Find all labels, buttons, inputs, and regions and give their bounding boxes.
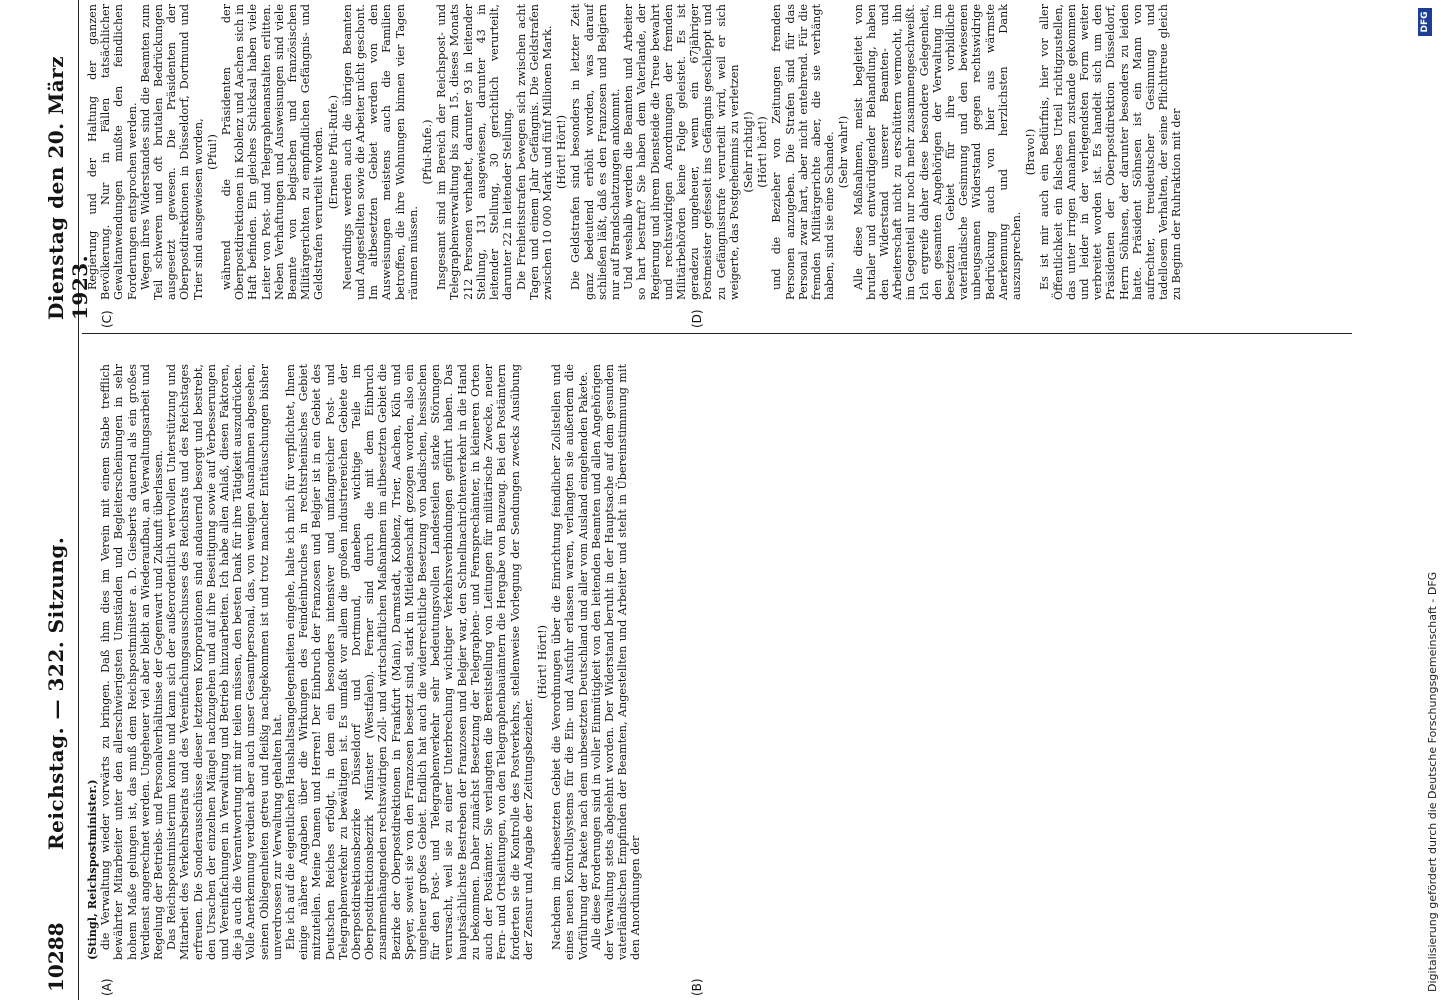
paragraph: und die Bezieher von Zeitungen fremden Personen anzugeben. Die Strafen sind für das Personal zwar hart, aber nicht entehrend. Für die fremden Militärgerichte aber, die sie verhängt haben, sind sie eine Schande.: [770, 4, 837, 300]
left-column: [86, 364, 1348, 960]
session-title: Reichstag. — 322. Sitzung.: [44, 536, 68, 850]
column-divider: [82, 333, 1352, 334]
interjection: (Sehr richtig!): [741, 111, 755, 193]
paragraph: Die Geldstrafen sind besonders in letzter Zeit ganz bedeutend erhöht worden, was darauf schließen läßt, daß es den Franzosen und Belgiern nur auf Brandschatzungen ankommt.: [569, 4, 622, 300]
dfg-logo-icon: [1418, 8, 1432, 36]
interjection: (Erneute Pfui-Rufe.): [326, 94, 340, 210]
date-title: Dienstag den 20. März 1923.: [44, 55, 92, 320]
interjection: (Pfui!): [205, 134, 219, 170]
margin-marker-d: (D): [690, 309, 704, 328]
interjection: (Hört! Hört!): [555, 115, 569, 189]
margin-marker-a: (A): [100, 978, 114, 996]
right-column: [86, 4, 1348, 300]
digitization-credit: [1400, 8, 1439, 992]
margin-marker-b: (B): [690, 978, 704, 996]
credit-text: Digitalisierung gefördert durch die Deutsche Forschungsgemeinschaft - DFG: [1426, 571, 1439, 992]
paragraph: Und weshalb werden die Beamten und Arbeiter so hart bestraft? Sie haben dem Vaterlande, der Regierung und ihrem Diensteide die Treue bewahrt und rechtswidrigen Anordnungen der fremden Militärbehörden keine Folge geleistet. Es ist geradezu ungeheuer, wenn ein 67jähriger Postmeister gefesselt ins Gefängnis geschleppt und zu Gefängnisstrafe verurteilt wird, weil er sich weigerte, das Postgeheimnis zu verletzen: [622, 4, 741, 300]
paragraph: Es ist mir auch ein Bedürfnis, hier vor aller Öffentlichkeit ein falsches Urteil richtigzustellen, das unter irrigen Annahmen zustande gekommen und leider in der verlegendsten Form weiter verbreitet worden ist. Es handelt sich um den Präsidenten der Oberpostdirektion Düsseldorf, Herrn Söhnsen, der darunter besonders zu leiden hatte. Präsident Söhnsen ist ein Mann von aufrechter, treudeutscher Gesinnung und tadellosem Verhalten, der seine Pflichttreue gleich zu Beginn der Ruhraktion mit der: [1038, 4, 1184, 300]
paragraph: Ehe ich auf die eigentlichen Haushaltsangelegenheiten eingehe, halte ich mich für verpflichtet, Ihnen einige nähere Angaben über die Wirkungen des Feindeinbruches in rechtsrheinisches Gebiet mitzuteilen. Meine Damen und Herren! Der Einbruch der Franzosen und Belgier ist in ein Gebiet des Deutschen Reiches erfolgt, in dem ein besonders intensiver und umfangreicher Post- und Telegraphenverkehr zu bewältigen ist. Es umfaßt vor allem die großen industriereichen Gebiete der Oberpostdirektionsbezirke Düsseldorf und Dortmund, daneben wichtige Teile im Oberpostdirektionsbezirk Münster (Westfalen). Ferner sind durch die mit dem Einbruch zusammenhängenden rechtswidrigen Zoll- und wirtschaftlichen Maßnahmen im altbesetzten Gebiet die Bezirke der Oberpostdirektionen in Frankfurt (Main), Darmstadt, Koblenz, Trier, Aachen, Köln und Speyer, soweit sie von den Franzosen besetzt sind, stark in Mitleidenschaft gezogen worden, also ein ungeheuer großes Gebiet. Endlich hat auch die widerrechtliche Besetzung von badischen, hessischen für den Post- und Telegraphenverkehr sehr bedeutungsvollen Landesteilen starke Störungen verursacht, weil sie zu einer Unterbrechung wichtiger Verkehrsverbindungen geführt haben. Das hauptsächlichste Bestreben der Franzosen und Belgier war, den Schnellnachrichtenverkehr in die Hand zu bekommen. Daher zunächst Besetzung der Telegraphen- und Fernsprechämter, in kleineren Orten auch der Postämter. Sie verlangten die Bereitstellung von Leitungen für militärische Zwecke, neuer Fern- und Ortsleitungen, von den Telegraphenbauämtern die Hergabe von Bauzeug. Bei den Postämtern forderten sie die Kontrolle des Postverkehrs, stellenweise Vorlegung der Sendungen zwecks Ausübung der Zensur und Angabe der Zeitungsbezieher.: [284, 364, 535, 960]
paragraph: Das Reichspostministerium konnte und kann sich der außerordentlich wertvollen Unterstützung und Mitarbeit des Verkehrsbeirats und des Vereinfachungsausschusses des Reichsrats und des Reichstages erfreuen. Die Sonderausschüsse dieser letzteren Korporationen sind andauernd besorgt und bestrebt, den Ursachen der einzelnen Mängel nachzugehen und auf ihre Beseitigung sowie auf Verbesserungen und Vereinfachungen in Verwaltung und Betrieb hinzuarbeiten. Ich habe allen Anlaß, diesen Faktoren, die ja auch die Verantwortung mit mir teilen müssen, den besten Dank für ihre Tätigkeit auszudrücken. Volle Anerkennung verdient aber auch unser Gesamtpersonal, das, von wenigen Ausnahmen abgesehen, seinen Obliegenheiten getreu und fleißig nachgekommen ist und trotz mancher Enttäuschungen bisher unverdrossen zur Verwaltung gehalten hat.: [165, 364, 284, 960]
interjection: (Bravo!): [1024, 128, 1038, 176]
rotated-document-page: [30, 0, 1360, 1000]
paragraph: Insgesamt sind im Bereich der Reichspost- und Telegraphenverwaltung bis zum 15. dieses Monats 212 Personen verhaftet, darunter 93 in leitender Stellung, 131 ausgewiesen, darunter 43 in leitender Stellung, 30 gerichtlich verurteilt, darunter 22 in leitender Stellung.: [435, 4, 515, 300]
margin-marker-c: (C): [100, 310, 114, 328]
paragraph: die Verwaltung wieder vorwärts zu bringen. Daß ihm dies im Verein mit einem Stabe trefflich bewährter Mitarbeiter unter den allerschwierigsten Umständen und Begleiterscheinungen in sehr hohem Maße gelungen ist, das muß dem Reichspostminister a. D. Giesberts dauernd als ein großes Verdienst angerechnet werden. Ungeheuer viel aber bleibt an Wiederaufbau, an Verwaltungsarbeit und Regelung der Betriebs- und Personalverhältnisse der Gegenwart und Zukunft überlassen.: [99, 364, 166, 960]
paragraph: Regierung und der Haltung der ganzen Bevölkerung. Nur in Fällen tatsächlicher Gewaltanwendungen mußte den feindlichen Forderungen entsprochen werden.: [86, 4, 139, 300]
paragraph: Die Freiheitsstrafen bewegen sich zwischen acht Tagen und einem Jahr Gefängnis. Die Geldstrafen zwischen 10 000 Mark und fünf Millionen Mark.: [514, 4, 554, 300]
paragraph: Alle diese Forderungen sind in voller Einmütigkeit von den leitenden Beamten und allen Angehörigen der Verwaltung stets abgelehnt worden. Der Widerstand beruht in der Hauptsache auf dem gesunden vaterländischen Empfinden der Beamten, Angestellten und Arbeiter und steht in Übereinstimmung mit den Anordnungen der: [589, 364, 643, 960]
dfg-logo-text: DFG: [1420, 11, 1430, 33]
interjection: (Sehr wahr!): [837, 115, 851, 189]
speaker-label: (Stingl, Reichspostminister.): [85, 779, 99, 960]
page-number: 10288: [44, 922, 68, 992]
paragraph: Wegen ihres Widerstandes sind die Beamten zum Teil schweren und oft brutalen Bedrückungen ausgesetzt gewesen. Die Präsidenten der Oberpostdirektionen in Düsseldorf, Dortmund und Trier sind ausgewiesen worden,: [138, 4, 205, 300]
interjection: (Hört! hört!): [756, 116, 770, 188]
paragraph: Nachdem im altbesetzten Gebiet die Verordnungen über die Einrichtung feindlicher Zollstellen und eines neuen Kontrollsystems für die Ein- und Ausfuhr erlassen waren, verlangten sie außerdem die Vorführung der Pakete nach dem unbesetzten Deutschland und aller vom Ausland eingehenden Pakete.: [550, 364, 590, 960]
paragraph: Alle diese Maßnahmen, meist begleitet von brutaler und entwürdigender Behandlung, haben den Widerstand unserer Beamten- und Arbeiterschaft nicht zu erschüttern vermocht, ihn im Gegenteil nur noch mehr zusammengeschweißt. Ich ergreife daher diese besondere Gelegenheit, den gesamten Angehörigen der Verwaltung im besetzten Gebiet für ihre vorbildliche vaterländische Gesinnung und den bewiesenen unbeugsamen Widerstand gegen rechtswidrige Bedrückung auch von hier aus wärmste Anerkennung und herzlichsten Dank auszusprechen.: [851, 4, 1024, 300]
paragraph: Neuerdings werden auch die übrigen Beamten und Angestellten sowie die Arbeiter nicht geschont. Im altbesetzten Gebiet werden von den Ausweisungen meistens auch die Familien betroffen, die ihre Wohnungen binnen vier Tagen räumen müssen.: [340, 4, 420, 300]
interjection: (Hört! Hört!): [535, 625, 549, 699]
interjection: (Pfui-Rufe.): [421, 119, 435, 185]
paragraph: während die Präsidenten der Oberpostdirektionen in Koblenz und Aachen sich in Haft befinden. Ein gleiches Schicksal haben viele Leiter von Post- und Telegraphenanstalten erlitten. Neben Verhaftungen und Ausweisungen sind viele Beamte von belgischen und französischen Militärgerichten zu empfindlichen Gefängnis- und Geldstrafen verurteilt worden.: [220, 4, 326, 300]
